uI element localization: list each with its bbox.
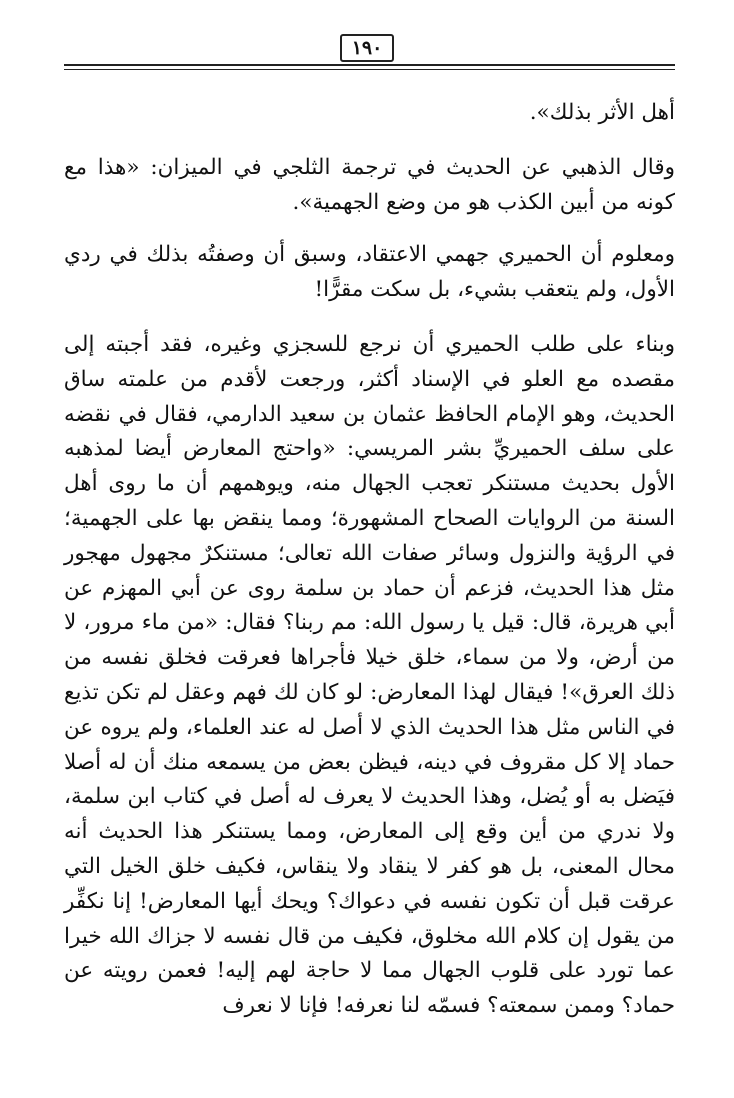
paragraph-4-container (64, 328, 675, 1024)
paragraph-3-container (64, 238, 675, 308)
paragraph-4: وبناء على طلب الحميري أن نرجع للسجزي وغيره، فقد أجبته إلى مقصده مع العلو في الإسناد أكثر، ورجعت لأقدم من علمته ساق الحديث، وهو الإمام الحافظ عثمان بن سعيد الدارمي، فقال في نقضه على سلف الحميريِّ بشر المريسي: «واحتج المعارض أيضا لمذهبه الأول بحديث مستنكر تعجب الجهال منه، ويوهمهم أن ما روى أهل السنة من الروايات الصحاح المشهورة؛ ومما ينقض بها على الجهمية؛ في الرؤية والنزول وسائر صفات الله تعالى؛ مستنكرٌ مجهول مهجور مثل هذا الحديث، فزعم أن حماد بن سلمة روى عن أبي المهزم عن أبي هريرة، قال: قيل يا رسول الله: مم ربنا؟ فقال: «من ماء مرور، لا من أرض، ولا من سماء، خلق خيلا فأجراها فعرقت فخلق نفسه من ذلك العرق»! فيقال لهذا المعارض: لو كان لك فهم وعقل لم تكن تذيع في الناس مثل هذا الحديث الذي لا أصل له عند العلماء، ولم يروه عن حماد إلا كل مقروف في دينه، فيظن بعض من يسمعه منك أن له أصلا فيَضل به أو يُضل، وهذا الحديث لا يعرف له أصل في كتاب ابن سلمة، ولا ندري من أين وقع إلى المعارض، ومما يستنكر هذا الحديث أنه محال المعنى، بل هو كفر لا ينقاد ولا ينقاس، فكيف خلق الخيل التي عرقت قبل أن تكون نفسه في دعواك؟ ويحك أيها المعارض! إنا نكفِّر من يقول إن كلام الله مخلوق، فكيف من قال نفسه لا جزاك الله خيرا عما تورد على قلوب الجهال مما لا حاجة لهم إليه! فعمن رويته عن حماد؟ وممن سمعته؟ فسمّه لنا نعرفه! فإنا لا نعرف (64, 332, 675, 1019)
paragraph-1-container (64, 96, 675, 131)
paragraph-1: أهل الأثر بذلك». (529, 100, 675, 125)
paragraph-2: وقال الذهبي عن الحديث في ترجمة الثلجي في الميزان: «هذا مع كونه من أبين الكذب هو من وضع الجهمية». (64, 155, 675, 215)
header-rule-thick (64, 64, 675, 66)
paragraph-3: ومعلوم أن الحميري جهمي الاعتقاد، وسبق أن وصفتُه بذلك في ردي الأول، ولم يتعقب بشيء، بل سكت مقرًّا! (64, 242, 675, 302)
header-rule-thin (64, 69, 675, 70)
paragraph-2-container (64, 151, 675, 221)
page-number: ١٩٠ (340, 34, 394, 62)
